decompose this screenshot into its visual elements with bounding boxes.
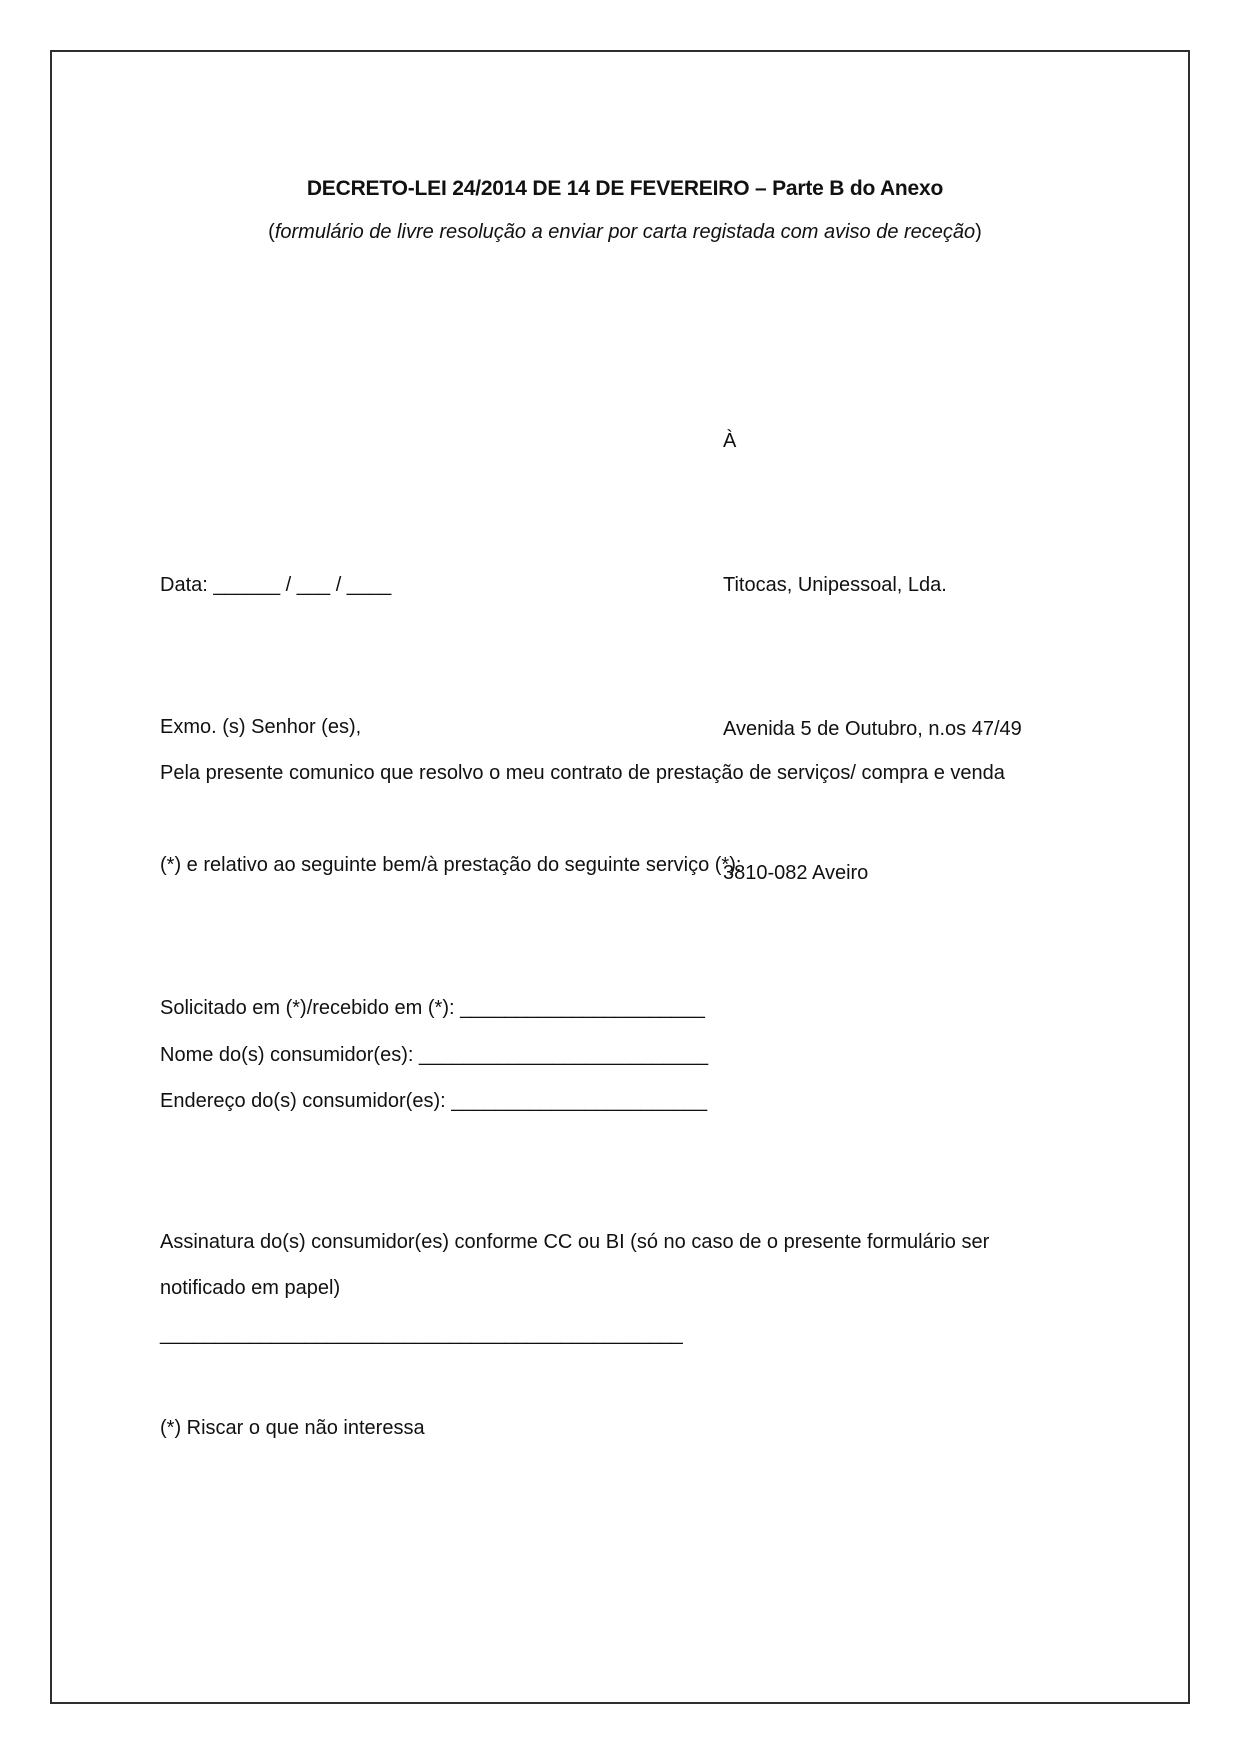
field-requested-received: Solicitado em (*)/recebido em (*): ______________________ <box>160 997 705 1019</box>
subtitle-close-paren: ) <box>975 221 982 243</box>
recipient-block <box>723 321 1022 993</box>
signature-note-line-1: Assinatura do(s) consumidor(es) conforme CC ou BI (só no caso de o presente formulário ser <box>160 1231 990 1253</box>
field-consumer-address: Endereço do(s) consumidor(es): _______________________ <box>160 1090 708 1112</box>
body-line-2: (*) e relativo ao seguinte bem/à prestação do seguinte serviço (*): <box>160 854 742 876</box>
recipient-postal-city: 3810-082 Aveiro <box>723 862 869 884</box>
field-consumer-name: Nome do(s) consumidor(es): __________________________ <box>160 1044 709 1066</box>
recipient-salutation: À <box>723 430 737 452</box>
footnote: (*) Riscar o que não interessa <box>160 1417 425 1439</box>
date-fill-in-line: Data: ______ / ___ / ____ <box>160 574 392 596</box>
signature-note-line-2: notificado em papel) <box>160 1277 341 1299</box>
signature-note <box>160 1219 989 1311</box>
subtitle-open-paren: ( <box>268 221 275 243</box>
document-title: DECRETO-LEI 24/2014 DE 14 DE FEVEREIRO – Parte B do Anexo <box>306 177 944 200</box>
recipient-company: Titocas, Unipessoal, Lda. <box>723 574 947 596</box>
body-line-1: Pela presente comunico que resolvo o meu contrato de prestação de serviços/ compra e venda <box>160 762 1005 784</box>
recipient-street: Avenida 5 de Outubro, n.os 47/49 <box>723 718 1022 740</box>
document-subtitle <box>160 209 1090 255</box>
signature-blank-line: _______________________________________________ <box>160 1323 683 1345</box>
greeting-line: Exmo. (s) Senhor (es), <box>160 716 362 738</box>
subtitle-text: formulário de livre resolução a enviar por carta registada com aviso de receção <box>274 221 976 243</box>
